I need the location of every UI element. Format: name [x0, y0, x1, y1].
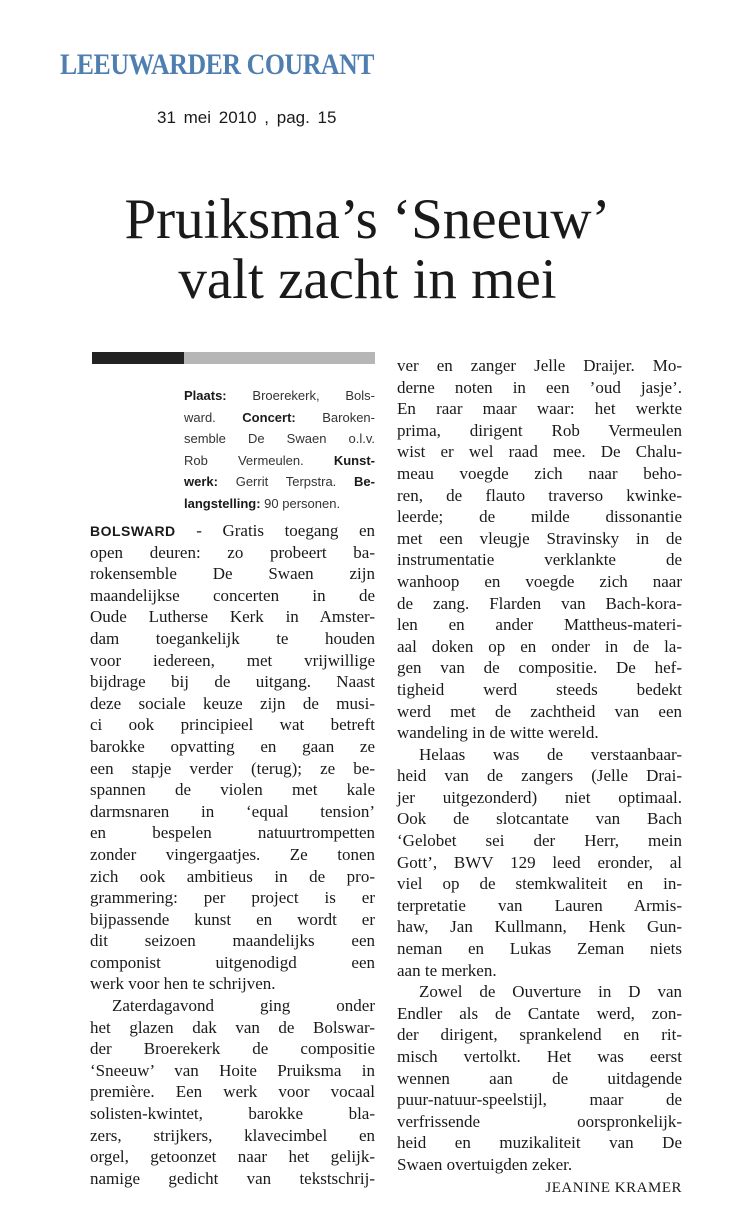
article-line-text: haw, Jan Kullmann, Henk Gun-: [397, 917, 682, 937]
article-line: [90, 671, 375, 693]
masthead-logo: LEEUWARDER COURANT: [60, 48, 375, 81]
article-line-text: namige gedicht van tekstschrij-: [90, 1168, 375, 1188]
article-line: [397, 463, 682, 485]
article-line-text: componist uitgenodigd een: [90, 952, 375, 972]
info-value: Broerekerk, Bols-: [226, 388, 375, 403]
article-line: [397, 506, 682, 528]
info-key: langstelling:: [184, 495, 261, 511]
article-line-text: ver en zanger Jelle Draijer. Mo-: [397, 356, 682, 375]
article-line-text: Gott’, BWV 129 leed eronder, al: [397, 852, 682, 872]
article-line: [90, 844, 375, 866]
article-line: [90, 1125, 375, 1147]
article-line-text: der Broerekerk de compositie: [90, 1039, 375, 1059]
article-line-text: orgel, getoonzet naar het gelijk-: [90, 1147, 375, 1167]
article-line-text: tigheid werd steeds bedekt: [397, 679, 682, 699]
article-line: [90, 909, 375, 931]
article-line: [90, 866, 375, 888]
article-line-text: open deuren: zo probeert ba-: [90, 542, 375, 562]
article-line-text: ren, de flauto traverso kwinke-: [397, 485, 682, 505]
article-line-text: Helaas was de verstaanbaar-: [419, 744, 682, 764]
article-line-text: ‘Gelobet sei der Herr, mein: [397, 831, 682, 851]
article-line-text: wist er wel raad mee. De Chalu-: [397, 442, 682, 462]
article-line: [90, 736, 375, 758]
article-line-text: maandelijkse concerten in de: [90, 585, 375, 605]
article-line: [397, 873, 682, 895]
article-line-text: meau voegde zich naar beho-: [397, 463, 682, 483]
article-line: [397, 765, 682, 787]
article-line-text: viel op de stemkwaliteit en in-: [397, 874, 682, 894]
article-line: [397, 528, 682, 550]
article-line-text: wanhoop en voegde zich naar: [397, 571, 682, 591]
article-line-text: ‘Sneeuw’ van Hoite Pruiksma in: [90, 1060, 375, 1080]
article-line: [397, 485, 682, 507]
article-line-text: derne noten in een ’oud jasje’.: [397, 377, 682, 397]
article-line-text: voor iedereen, met vrijwillige: [90, 650, 375, 670]
article-line: [397, 722, 682, 744]
article-line-text: bijpassende kunst en wordt er: [90, 909, 375, 929]
article-line: [397, 1046, 682, 1068]
info-value: Gerrit Terpstra.: [217, 474, 355, 490]
article-line-text: aal doken op en onder in de la-: [397, 636, 682, 656]
article-line: [397, 981, 682, 1003]
article-line-text: barokke opvatting en gaan ze: [90, 736, 375, 756]
article-line-text: wandeling in de witte wereld.: [397, 723, 599, 743]
article-line: [90, 628, 375, 650]
info-line: [184, 453, 375, 475]
article-line-text: het glazen dak van de Bolswar-: [90, 1017, 375, 1037]
article-line-text: darmsnaren in ‘equal tension’: [90, 801, 375, 821]
info-key: Kunst-: [333, 452, 375, 468]
article-line-text: wennen aan de uitdagende: [397, 1068, 682, 1088]
article-line-text: terpretatie van Lauren Armis-: [397, 895, 682, 915]
article-line: [397, 355, 682, 377]
article-line: [397, 377, 682, 399]
article-line-text: misch vertolkt. Het was eerst: [397, 1047, 682, 1066]
article-line-text: Endler als de Cantate werd, zon-: [397, 1003, 682, 1023]
article-line-text: rokensemble De Swaen zijn: [90, 564, 375, 584]
article-line: [397, 960, 682, 982]
article-line: [90, 758, 375, 780]
article-line: [90, 520, 375, 542]
article-line-text: zers, strijkers, klavecimbel en: [90, 1125, 375, 1145]
article-line-text: instrumentatie verklankte de: [397, 550, 682, 570]
article-line-text: spannen de violen met kale: [90, 780, 375, 800]
article-line: [397, 1003, 682, 1025]
article-line-text: een stapje verder (terug); ze be-: [90, 758, 375, 778]
article-line-text: Oude Lutherse Kerk in Amster-: [90, 607, 375, 627]
article-line: [90, 930, 375, 952]
headline-line-2: valt zacht in mei: [178, 248, 557, 311]
article-line-text: dit seizoen maandelijks een: [90, 931, 375, 951]
info-key: Plaats:: [184, 388, 227, 403]
dateline: 31 mei 2010 , pag. 15: [157, 108, 337, 127]
info-value: 90 personen.: [260, 495, 341, 511]
article-line: [90, 714, 375, 736]
article-line-text: En raar maar waar: het werkte: [397, 399, 682, 419]
info-line: [184, 388, 375, 410]
article-line: [90, 995, 375, 1017]
article-line: [397, 852, 682, 874]
article-line: [397, 1089, 682, 1111]
article-line: [397, 1111, 682, 1133]
byline-text: JEANINE KRAMER: [545, 1179, 682, 1196]
article-line: [90, 606, 375, 628]
info-value: ward.: [184, 409, 243, 425]
article-line: [90, 1103, 375, 1125]
article-line: [90, 779, 375, 801]
info-line: [184, 431, 375, 453]
article-column-1: [90, 520, 375, 1189]
article-line: [90, 1060, 375, 1082]
article-line: [90, 1168, 375, 1190]
article-line-text: heid van de zangers (Jelle Drai-: [397, 766, 682, 786]
article-line-text: Ook de slotcantate van Bach: [397, 809, 682, 829]
article-line: [90, 822, 375, 844]
article-line: [397, 549, 682, 571]
article-line-text: met een vleugje Stravinsky in de: [397, 528, 682, 548]
article-line: [90, 1081, 375, 1103]
info-value: Baroken-: [295, 409, 375, 425]
article-line-text: deze sociale keuze zijn de musi-: [90, 693, 375, 713]
article-line: [397, 614, 682, 636]
info-key: werk:: [184, 474, 218, 490]
article-line-text: en bespelen natuurtrompetten: [90, 823, 375, 843]
article-line: [397, 1154, 682, 1176]
article-line-text: gen van de compositie. De hef-: [397, 658, 682, 678]
article-line-text: prima, dirigent Rob Vermeulen: [397, 420, 682, 440]
article-line-text: Zaterdagavond ging onder: [112, 996, 375, 1016]
headline: [0, 190, 735, 310]
article-line: [397, 571, 682, 593]
headline-line-1: Pruiksma’s ‘Sneeuw’: [124, 188, 611, 251]
article-line-text: len en ander Mattheus-materi-: [397, 615, 682, 635]
article-line: [90, 801, 375, 823]
article-line: [397, 1068, 682, 1090]
article-line-text: première. Een werk voor vocaal: [90, 1082, 375, 1102]
article-line-text: Zowel de Ouverture in D van: [419, 982, 682, 1002]
article-line: [397, 787, 682, 809]
article-line: [397, 744, 682, 766]
article-line-text: de zang. Flarden van Bach-kora-: [397, 593, 682, 613]
city-dateline: BOLSWARD: [90, 523, 176, 539]
article-line-text: grammering: per project is er: [90, 888, 375, 908]
info-value: Rob Vermeulen.: [184, 452, 334, 468]
article-line: [90, 585, 375, 607]
info-box: [184, 388, 375, 518]
article-line-text: - Gratis toegang en: [175, 521, 375, 540]
article-line: [397, 830, 682, 852]
article-line: [397, 420, 682, 442]
article-line: [397, 657, 682, 679]
article-line: [397, 701, 682, 723]
article-line: [90, 563, 375, 585]
article-line: [90, 952, 375, 974]
article-line-text: heid en muzikaliteit van De: [397, 1133, 682, 1153]
article-line-text: puur-natuur-speelstijl, maar de: [397, 1090, 682, 1110]
article-line-text: leerde; de milde dissonantie: [397, 507, 682, 527]
article-line-text: solisten-kwintet, barokke bla-: [90, 1104, 375, 1124]
article-line: [90, 1017, 375, 1039]
article-line: [397, 808, 682, 830]
article-column-2: [397, 355, 682, 1197]
article-line: [397, 636, 682, 658]
article-line-text: zich ook ambitieus in de pro-: [90, 866, 375, 886]
article-line-text: neman en Lukas Zeman niets: [397, 939, 682, 959]
article-line-text: der dirigent, sprankelend en rit-: [397, 1025, 682, 1045]
section-rule: [92, 352, 375, 364]
article-line: [90, 973, 375, 995]
article-line-text: verfrissende oorspronkelijk-: [397, 1111, 682, 1131]
article-line-text: zonder vingergaatjes. Ze tonen: [90, 844, 375, 864]
section-rule-accent: [92, 352, 184, 364]
article-line: [397, 1132, 682, 1154]
info-line: [184, 496, 375, 518]
article-line: [397, 895, 682, 917]
article-line-text: jer uitgezonderd) niet optimaal.: [397, 787, 682, 807]
article-line: [397, 938, 682, 960]
info-key: Be-: [354, 474, 375, 490]
info-key: Concert:: [242, 409, 296, 425]
article-line: [397, 441, 682, 463]
article-line: [397, 593, 682, 615]
article-line: [397, 1024, 682, 1046]
article-line: [90, 650, 375, 672]
info-line: [184, 474, 375, 496]
article-line: [397, 679, 682, 701]
article-line-text: Swaen overtuigden zeker.: [397, 1154, 573, 1174]
info-line: [184, 410, 375, 432]
article-line: [90, 542, 375, 564]
article-line-text: werk voor hen te schrijven.: [90, 974, 276, 994]
article-line-text: aan te merken.: [397, 960, 497, 980]
article-line: [397, 916, 682, 938]
article-line-text: ci ook principieel wat betreft: [90, 715, 375, 735]
byline: [397, 1176, 682, 1198]
article-line: [90, 887, 375, 909]
article-line-text: bijdrage bij de uitgang. Naast: [90, 672, 375, 692]
info-value: semble De Swaen o.l.v.: [184, 431, 375, 447]
article-line: [397, 398, 682, 420]
article-line: [90, 1038, 375, 1060]
article-line-text: werd met de zachtheid van een: [397, 701, 682, 721]
article-line-text: dam toegankelijk te houden: [90, 628, 375, 648]
article-line: [90, 693, 375, 715]
article-line: [90, 1146, 375, 1168]
